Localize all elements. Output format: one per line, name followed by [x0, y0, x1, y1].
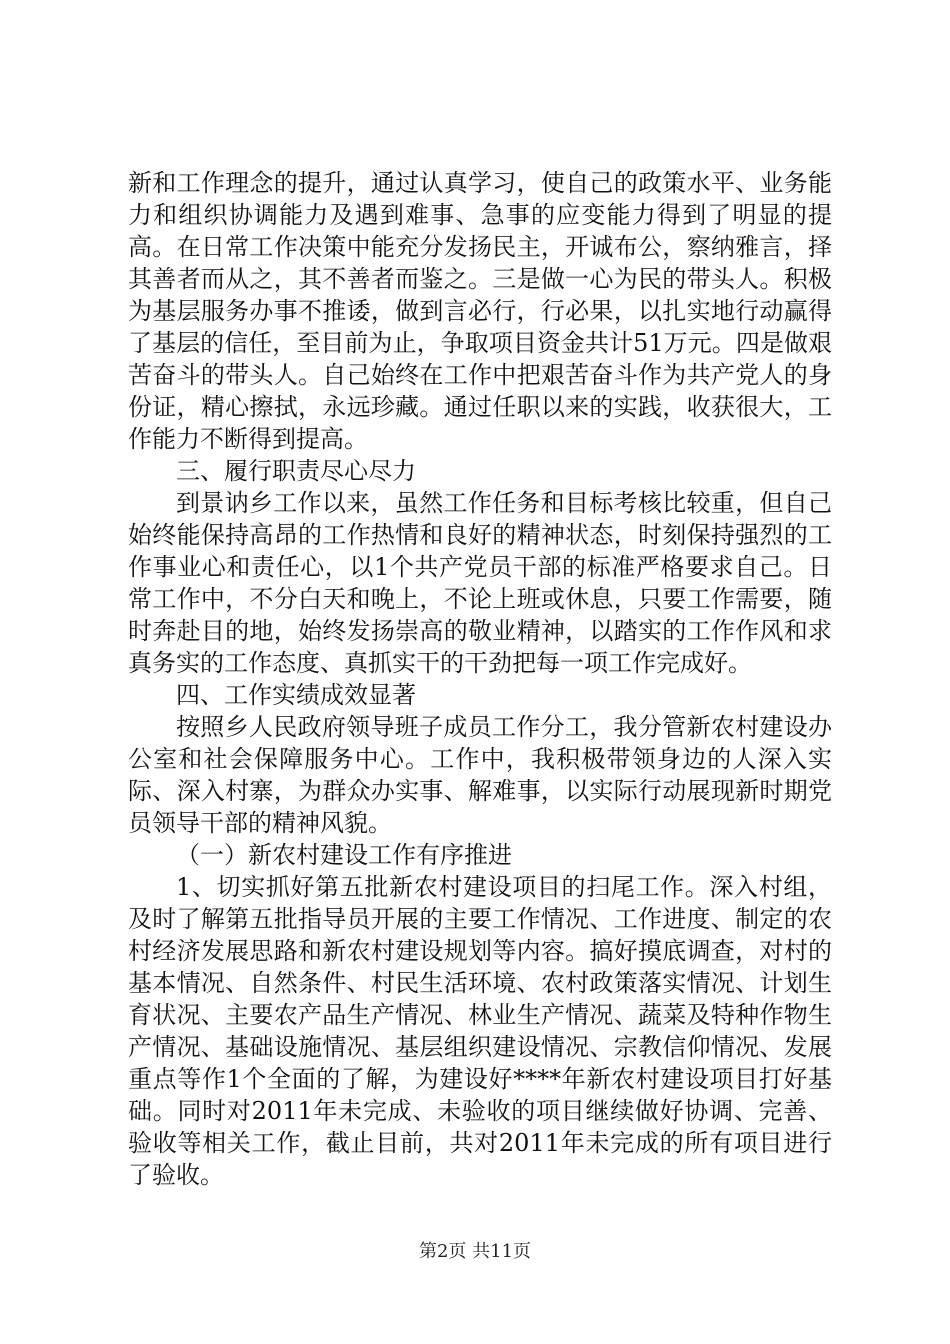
page-number: 第2页 共11页 — [418, 1241, 532, 1262]
subsection-heading-1: （一）新农村建设工作有序推进 — [176, 841, 512, 869]
section-heading-4: 四、工作实绩成效显著 — [176, 681, 416, 709]
page-footer — [0, 1241, 950, 1263]
paragraph-new-village-projects: 1、切实抓好第五批新农村建设项目的扫尾工作。深入村组，及时了解第五批指导员开展的主要工作情况、工作进度、制定的农村经济发展思路和新农村建设规划等内容。搞好摸底调查，对村的基本情况、自然条件、村民生活环境、农村政策落实情况、计划生育状况、主要农产品生产情况、林业生产情况、蔬菜及特种作物生产情况、基础设施情况、基层组织建设情况、宗教信仰情况、发展重点等作1个全面的了解，为建设好****年新农村建设项目打好基础。同时对2011年未完成、未验收的项目继续做好协调、完善、验收等相关工作，截止目前，共对2011年未完成的所有项目进行了验收。 — [128, 873, 832, 1189]
paragraph-continuation: 新和工作理念的提升，通过认真学习，使自己的政策水平、业务能力和组织协调能力及遇到难事、急事的应变能力得到了明显的提高。在日常工作决策中能充分发扬民主，开诚布公，察纳雅言，择其善者而从之，其不善者而鉴之。三是做一心为民的带头人。积极为基层服务办事不推诿，做到言必行，行必果，以扎实地行动赢得了基层的信任，至目前为止，争取项目资金共计51万元。四是做艰苦奋斗的带头人。自己始终在工作中把艰苦奋斗作为共产党人的身份证，精心擦拭，永远珍藏。通过任职以来的实践，收获很大，工作能力不断得到提高。 — [128, 169, 832, 453]
paragraph-achievements: 按照乡人民政府领导班子成员工作分工，我分管新农村建设办公室和社会保障服务中心。工作中，我积极带领身边的人深入实际、深入村寨，为群众办实事、解难事，以实际行动展现新时期党员领导干部的精神风貌。 — [128, 713, 832, 837]
paragraph-duties: 到景讷乡工作以来，虽然工作任务和目标考核比较重，但自己始终能保持高昂的工作热情和良好的精神状态，时刻保持强烈的工作事业心和责任心，以1个共产党员干部的标准严格要求自己。日常工作中，不分白天和晚上，不论上班或休息，只要工作需要，随时奔赴目的地，始终发扬崇高的敬业精神，以踏实的工作作风和求真务实的工作态度、真抓实干的干劲把每一项工作完成好。 — [128, 489, 832, 677]
section-heading-3: 三、履行职责尽心尽力 — [176, 457, 416, 485]
document-body — [128, 167, 832, 1191]
